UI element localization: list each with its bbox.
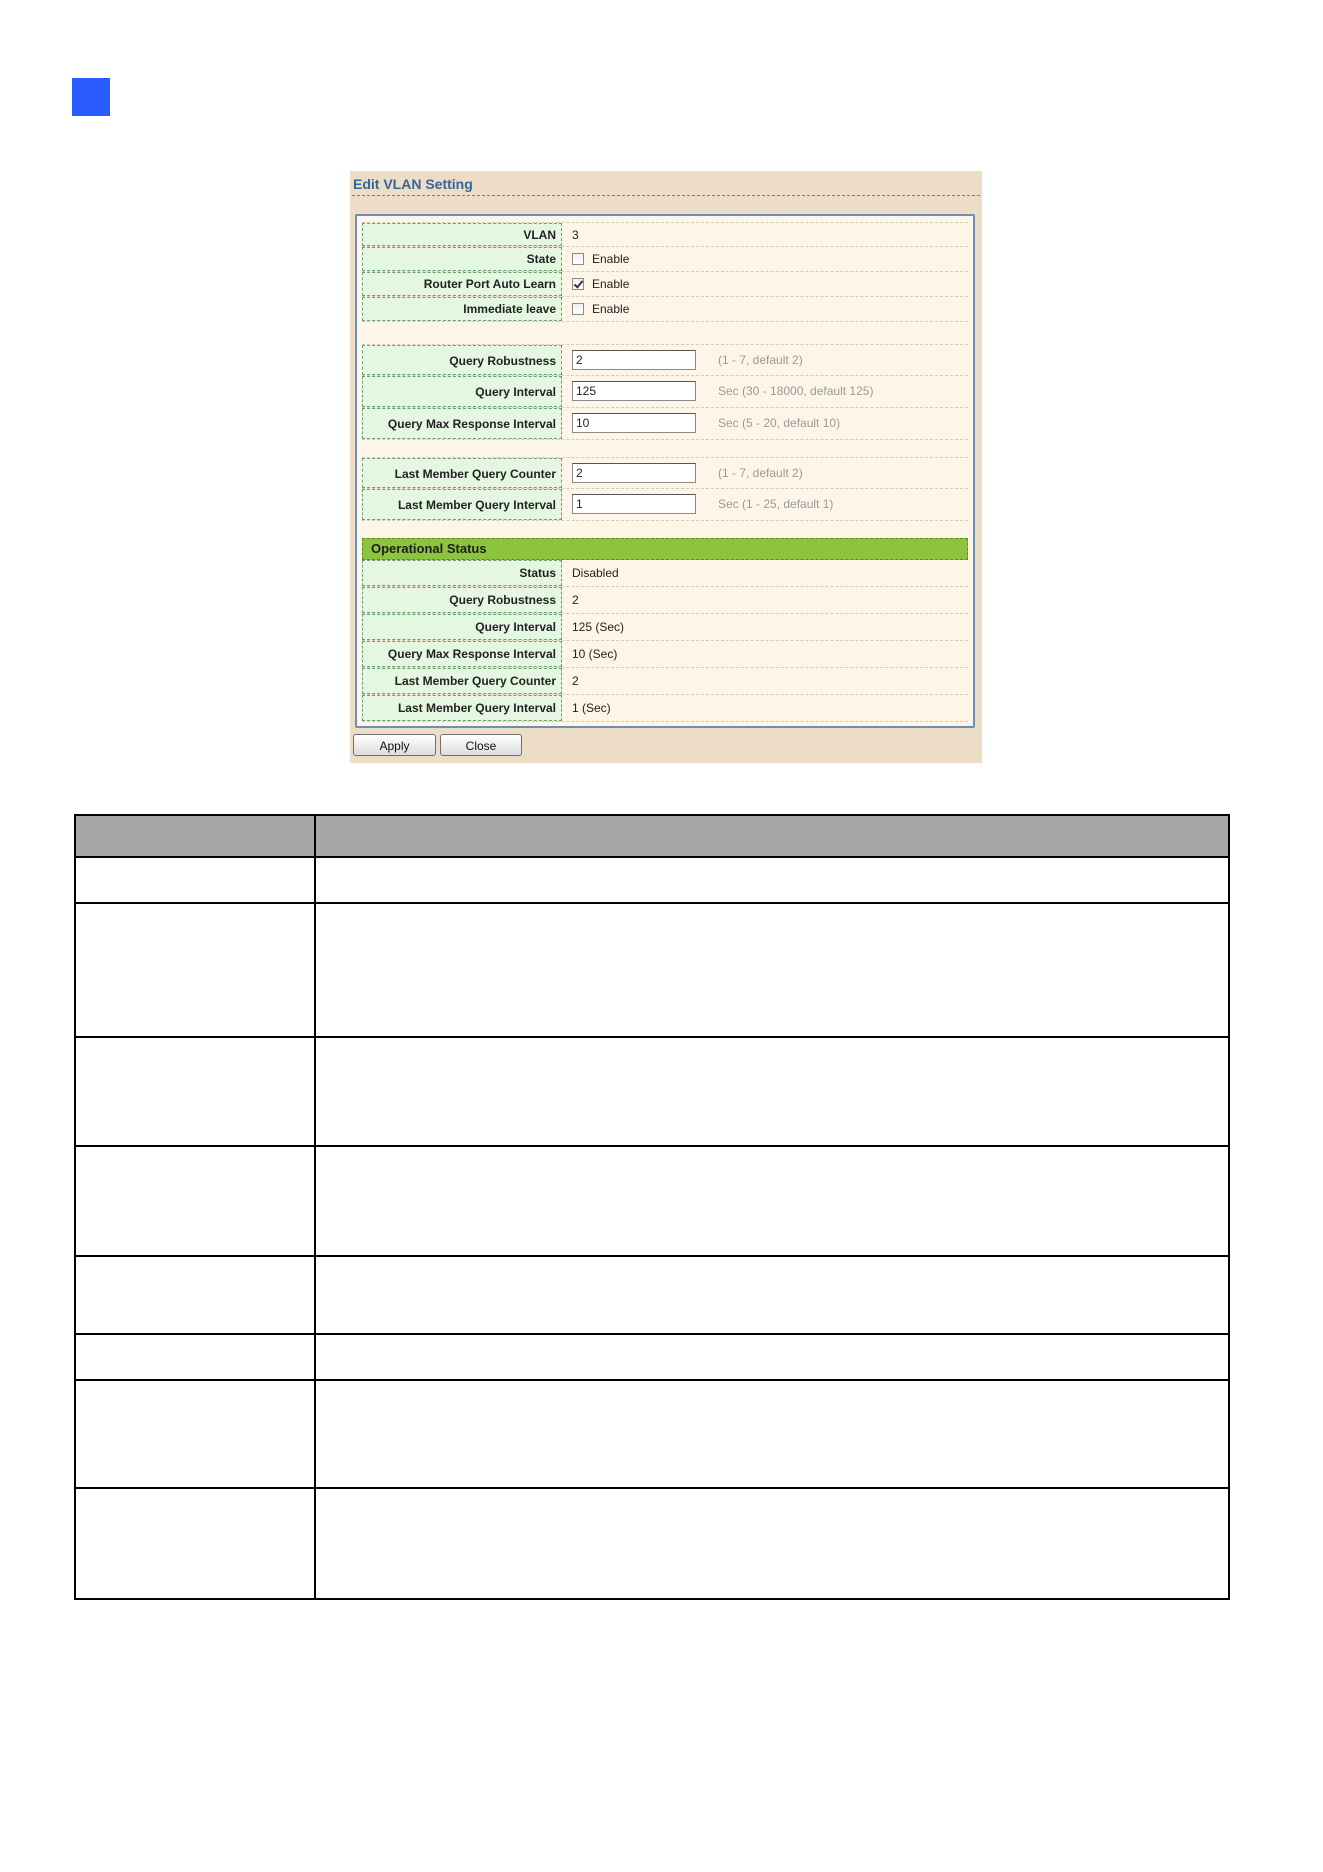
router-port-auto-learn-label: Router Port Auto Learn — [362, 272, 562, 296]
immediate-leave-control — [572, 297, 629, 321]
last-member-query-counter-row — [362, 457, 968, 489]
settings-panel — [355, 214, 975, 728]
table-header-cell — [315, 815, 1229, 857]
router-port-auto-learn-checkbox[interactable] — [572, 278, 584, 290]
op-query-max-response-interval-row — [362, 641, 968, 668]
last-member-query-counter-hint: (1 - 7, default 2) — [718, 466, 803, 480]
immediate-leave-row — [362, 297, 968, 322]
query-max-response-interval-label: Query Max Response Interval — [362, 408, 562, 439]
op-query-max-response-interval-value: 10 (Sec) — [572, 647, 618, 661]
last-member-query-interval-row — [362, 489, 968, 521]
apply-button[interactable]: Apply — [353, 734, 436, 756]
op-last-member-query-counter-label: Last Member Query Counter — [362, 668, 562, 694]
last-member-query-interval-label: Last Member Query Interval — [362, 489, 562, 520]
immediate-leave-checkbox[interactable] — [572, 303, 584, 315]
op-query-interval-value: 125 (Sec) — [572, 620, 625, 634]
op-last-member-query-counter-value: 2 — [572, 674, 579, 688]
close-button[interactable]: Close — [440, 734, 522, 756]
state-checkbox[interactable] — [572, 253, 584, 265]
op-query-robustness-row — [362, 587, 968, 614]
query-robustness-label: Query Robustness — [362, 345, 562, 375]
router-port-auto-learn-control — [572, 272, 629, 296]
query-interval-input[interactable] — [572, 381, 696, 401]
section-marker — [72, 78, 110, 116]
table-row — [75, 1380, 1229, 1488]
table-row — [75, 1334, 1229, 1380]
immediate-leave-label: Immediate leave — [362, 297, 562, 321]
table-row — [75, 1146, 1229, 1256]
table-header-cell — [75, 815, 315, 857]
query-robustness-hint: (1 - 7, default 2) — [718, 353, 803, 367]
query-interval-hint: Sec (30 - 18000, default 125) — [718, 384, 874, 398]
state-row — [362, 247, 968, 272]
last-member-query-counter-label: Last Member Query Counter — [362, 458, 562, 488]
query-robustness-input[interactable] — [572, 350, 696, 370]
op-query-robustness-label: Query Robustness — [362, 587, 562, 613]
query-max-response-interval-row — [362, 408, 968, 440]
last-member-query-interval-hint: Sec (1 - 25, default 1) — [718, 497, 834, 511]
table-row — [75, 903, 1229, 1037]
router-port-auto-learn-enable-label: Enable — [592, 277, 630, 291]
title-divider — [352, 195, 980, 196]
op-last-member-query-interval-value: 1 (Sec) — [572, 701, 611, 715]
query-robustness-row — [362, 344, 968, 376]
table-row — [75, 1256, 1229, 1334]
table-row — [75, 1037, 1229, 1146]
op-last-member-query-interval-row — [362, 695, 968, 722]
query-max-response-interval-input[interactable] — [572, 413, 696, 433]
operational-status-header: Operational Status — [362, 538, 968, 560]
edit-vlan-dialog — [350, 171, 982, 763]
state-control — [572, 247, 629, 271]
state-label: State — [362, 247, 562, 271]
op-query-interval-label: Query Interval — [362, 614, 562, 640]
immediate-leave-enable-label: Enable — [592, 302, 630, 316]
last-member-query-counter-input[interactable] — [572, 463, 696, 483]
last-member-query-interval-input[interactable] — [572, 494, 696, 514]
description-table — [74, 814, 1230, 1600]
op-query-interval-row — [362, 614, 968, 641]
vlan-label: VLAN — [362, 223, 562, 246]
op-query-max-response-interval-label: Query Max Response Interval — [362, 641, 562, 667]
vlan-value: 3 — [572, 228, 579, 242]
op-status-value: Disabled — [572, 566, 619, 580]
vlan-row — [362, 222, 968, 247]
query-interval-row — [362, 376, 968, 408]
query-interval-label: Query Interval — [362, 376, 562, 407]
op-last-member-query-counter-row — [362, 668, 968, 695]
dialog-title: Edit VLAN Setting — [353, 176, 473, 192]
table-row — [75, 1488, 1229, 1599]
state-enable-label: Enable — [592, 252, 630, 266]
router-port-auto-learn-row — [362, 272, 968, 297]
table-header-row — [75, 815, 1229, 857]
query-max-response-interval-hint: Sec (5 - 20, default 10) — [718, 416, 841, 430]
op-query-robustness-value: 2 — [572, 593, 579, 607]
op-status-label: Status — [362, 560, 562, 586]
table-row — [75, 857, 1229, 903]
op-last-member-query-interval-label: Last Member Query Interval — [362, 695, 562, 721]
op-status-row — [362, 560, 968, 587]
